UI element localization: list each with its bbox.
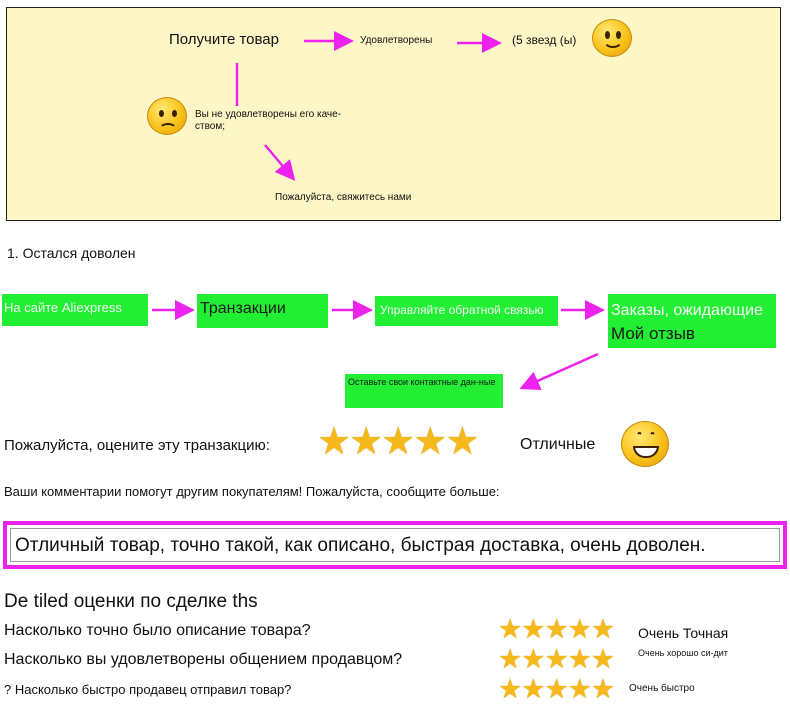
star-icon[interactable]: ★ <box>521 674 545 704</box>
description-label: Очень Точная <box>638 625 729 641</box>
step-my-review-label: Мой отзыв <box>611 324 695 343</box>
star-icon[interactable]: ★ <box>544 644 568 674</box>
step-transactions-label: Транзакции <box>200 300 286 317</box>
communication-stars[interactable] <box>498 646 614 673</box>
rate-prompt: Пожалуйста, оцените эту транзакцию: <box>4 437 270 454</box>
five-stars-label: (5 звезд (ы) <box>512 33 577 47</box>
detailed-title: De tiled оценки по сделке ths <box>4 591 258 612</box>
shipping-label: Очень быстро <box>629 683 695 694</box>
star-icon[interactable]: ★ <box>498 674 522 704</box>
star-icon[interactable]: ★ <box>567 644 591 674</box>
star-icon[interactable]: ★ <box>544 674 568 704</box>
star-icon[interactable]: ★ <box>567 674 591 704</box>
review-text[interactable]: Отличный товар, точно такой, как описано, быстрая доставка, очень доволен. <box>10 528 780 562</box>
star-icon[interactable]: ★ <box>567 614 591 644</box>
star-icon[interactable]: ★ <box>498 644 522 674</box>
flow-arrows <box>7 8 782 222</box>
star-icon[interactable]: ★ <box>349 421 382 463</box>
question-communication: Насколько вы удовлетворены общением продавцом? <box>4 651 403 668</box>
step-aliexpress-label: На сайте Aliexpress <box>4 300 122 315</box>
steps-arrows <box>0 280 790 410</box>
star-icon[interactable]: ★ <box>590 674 615 704</box>
star-icon[interactable]: ★ <box>521 614 545 644</box>
star-icon[interactable]: ★ <box>590 644 615 674</box>
receive-goods-label: Получите товар <box>169 31 279 48</box>
star-icon[interactable]: ★ <box>445 421 478 463</box>
shipping-stars[interactable] <box>498 676 614 703</box>
rating-label: Отличные <box>520 436 596 453</box>
comments-prompt: Ваши комментарии помогут другим покупателям! Пожалуйста, сообщите больше: <box>4 484 500 499</box>
question-shipping: ? Насколько быстро продавец отправил товар? <box>4 682 292 697</box>
step-manage-feedback-label: Управляйте обратной связью <box>380 303 544 317</box>
contact-us-label: Пожалуйста, свяжитесь нами <box>275 192 412 203</box>
description-stars[interactable] <box>498 616 614 643</box>
flow-panel <box>6 7 781 221</box>
satisfied-label: Удовлетворены <box>360 35 433 46</box>
communication-label: Очень хорошо си-дит <box>638 648 728 658</box>
rating-stars[interactable] <box>317 423 477 461</box>
star-icon[interactable]: ★ <box>590 614 615 644</box>
star-icon[interactable]: ★ <box>413 421 446 463</box>
star-icon[interactable]: ★ <box>544 614 568 644</box>
star-icon[interactable]: ★ <box>498 614 522 644</box>
step-orders-pending-label: Заказы, ожидающие <box>611 302 763 319</box>
grin-face-icon <box>621 421 669 467</box>
review-textbox[interactable] <box>3 521 787 569</box>
not-satisfied-label: Вы не удовлетворены его каче-ством; <box>195 109 342 132</box>
star-icon[interactable]: ★ <box>381 421 414 463</box>
section-title: 1. Остался доволен <box>7 245 136 261</box>
question-description: Насколько точно было описание товара? <box>4 622 311 639</box>
step-leave-contacts-label: Оставьте свои контактные дан-ные <box>348 377 496 387</box>
star-icon[interactable]: ★ <box>317 421 350 463</box>
star-icon[interactable]: ★ <box>521 644 545 674</box>
